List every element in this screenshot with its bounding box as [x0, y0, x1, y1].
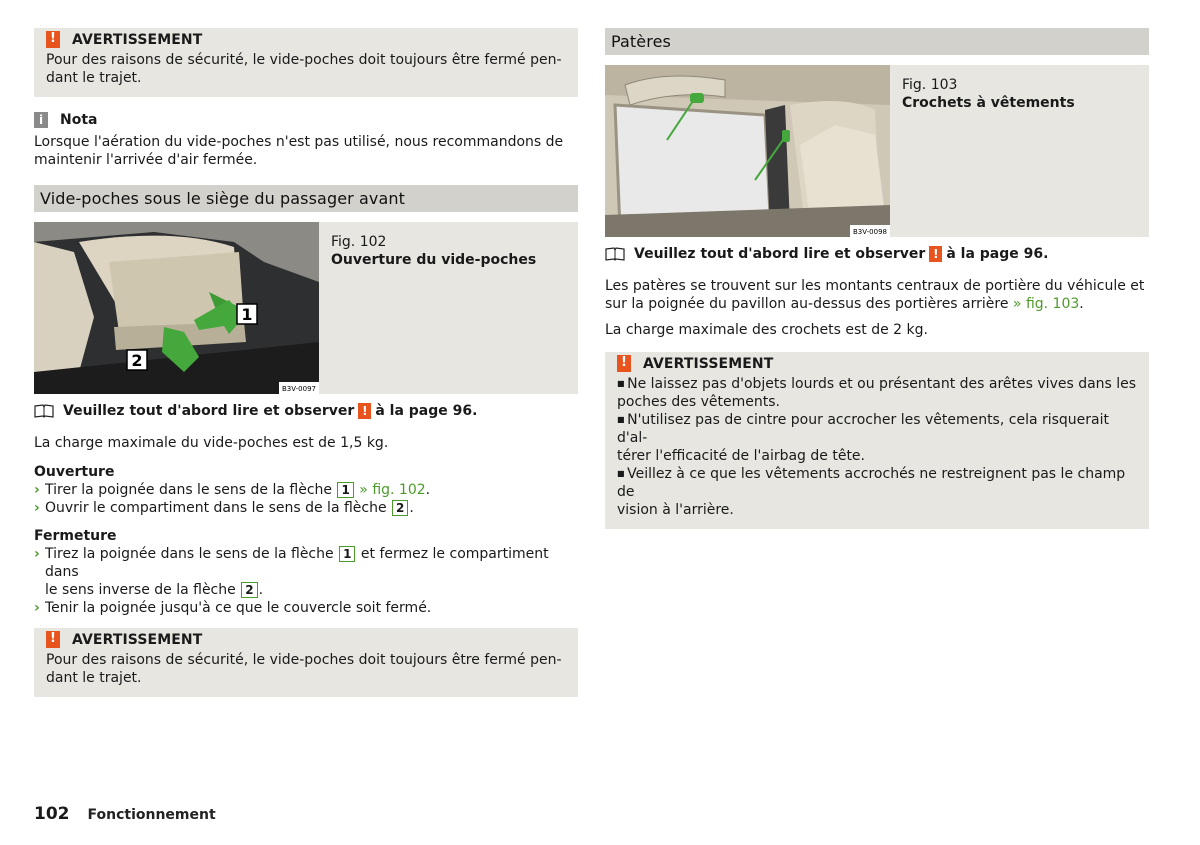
callout-2: 2 [131, 351, 143, 370]
figure-caption [890, 65, 1075, 237]
figure-label: Fig. 102 [331, 234, 387, 250]
page-footer [34, 804, 216, 824]
warning-header [46, 628, 566, 650]
page-number: 102 [34, 804, 70, 824]
nota-title: Nota [60, 112, 98, 128]
step-arrow-icon: › [34, 482, 40, 498]
book-icon [605, 247, 625, 261]
info-icon: i [34, 112, 48, 128]
read-first-page: à la page 96. [946, 246, 1049, 262]
warning-box-1 [34, 28, 578, 97]
nota-header [34, 112, 578, 128]
warning-text-line: Pour des raisons de sécurité, le vide-poches doit toujours être fermé pen- [46, 652, 562, 668]
warning-icon: ! [46, 631, 60, 648]
read-first-text: Veuillez tout d'abord lire et observer [634, 246, 926, 262]
ouverture-step-2: › Ouvrir le compartiment dans le sens de la flèche 2 . [34, 500, 414, 516]
section-title-pateres: Patères [605, 28, 1149, 55]
read-first-notice [605, 246, 1149, 262]
figure-code: B3V-0098 [853, 228, 887, 236]
arrow-number: 2 [241, 582, 257, 598]
warning-icon: ! [929, 246, 942, 262]
fermeture-step-1: › Tirez la poignée dans le sens de la flèche 1 et fermez le compartiment dans le sens inverse de la flèche 2 . [34, 546, 549, 598]
warning-text [46, 51, 566, 87]
figure-link[interactable]: » fig. 103 [1012, 296, 1080, 312]
section-title-vide-poches: Vide-poches sous le siège du passager avant [34, 185, 578, 212]
nota-text-line: maintenir l'arrivée d'air fermée. [34, 152, 258, 168]
warning-text-line: dant le trajet. [46, 70, 142, 86]
warning-title: AVERTISSEMENT [72, 31, 203, 48]
warning-title: AVERTISSEMENT [72, 631, 203, 648]
step-arrow-icon: › [34, 546, 40, 562]
warning-text-line: Pour des raisons de sécurité, le vide-poches doit toujours être fermé pen- [46, 52, 562, 68]
step-arrow-icon: › [34, 600, 40, 616]
pateres-location-text: Les patères se trouvent sur les montants centraux de portière du véhicule et sur la poignée du pavillon au-dessus des portières arrière » fig. 103. [605, 278, 1145, 312]
warning-icon: ! [358, 403, 371, 419]
warning-header [46, 28, 566, 50]
chapter-title: Fonctionnement [87, 807, 216, 823]
figure-102-image [34, 222, 319, 394]
left-column [34, 28, 578, 697]
nota-text [34, 133, 578, 169]
arrow-number: 1 [339, 546, 355, 562]
figure-102 [34, 222, 578, 394]
figure-label: Fig. 103 [902, 77, 958, 93]
pateres-charge-text: La charge maximale des crochets est de 2 kg. [605, 322, 928, 338]
warning-title: AVERTISSEMENT [643, 355, 774, 372]
figure-103-image [605, 65, 890, 237]
warning-text [46, 651, 566, 687]
figure-caption-title: Crochets à vêtements [902, 95, 1075, 111]
charge-text: La charge maximale du vide-poches est de 1,5 kg. [34, 435, 389, 451]
warning-list-item: ■ Veillez à ce que les vêtements accrochés ne restreignent pas le champ de vision à l'arrière. [617, 465, 1137, 519]
figure-code: B3V-0097 [282, 385, 316, 393]
step-arrow-icon: › [34, 500, 40, 516]
fermeture-heading: Fermeture [34, 528, 117, 544]
warning-box-3 [605, 352, 1149, 529]
right-column [605, 28, 1149, 529]
read-first-notice [34, 403, 578, 419]
figure-caption [319, 222, 536, 394]
read-first-page: à la page 96. [375, 403, 478, 419]
arrow-number: 2 [392, 500, 408, 516]
ouverture-step-1: › Tirer la poignée dans le sens de la flèche 1 » fig. 102. [34, 482, 431, 498]
warning-list [617, 375, 1137, 519]
figure-103 [605, 65, 1149, 237]
ouverture-heading: Ouverture [34, 464, 115, 480]
read-first-text: Veuillez tout d'abord lire et observer [63, 403, 355, 419]
nota-text-line: Lorsque l'aération du vide-poches n'est pas utilisé, nous recommandons de [34, 134, 564, 150]
warning-list-item: ■ N'utilisez pas de cintre pour accrocher les vêtements, cela risquerait d'al- térer l'efficacité de l'airbag de tête. [617, 411, 1137, 465]
fermeture-step-2: › Tenir la poignée jusqu'à ce que le couvercle soit fermé. [34, 600, 432, 616]
callout-1: 1 [241, 305, 253, 324]
warning-list-item: ■ Ne laissez pas d'objets lourds et ou présentant des arêtes vives dans les poches des vêtements. [617, 375, 1137, 411]
warning-icon: ! [46, 31, 60, 48]
warning-header [617, 352, 1137, 374]
arrow-number: 1 [337, 482, 353, 498]
warning-icon: ! [617, 355, 631, 372]
book-icon [34, 404, 54, 418]
figure-caption-title: Ouverture du vide-poches [331, 252, 537, 268]
figure-link[interactable]: » fig. 102 [359, 482, 426, 498]
warning-text-line: dant le trajet. [46, 670, 142, 686]
warning-box-2 [34, 628, 578, 697]
